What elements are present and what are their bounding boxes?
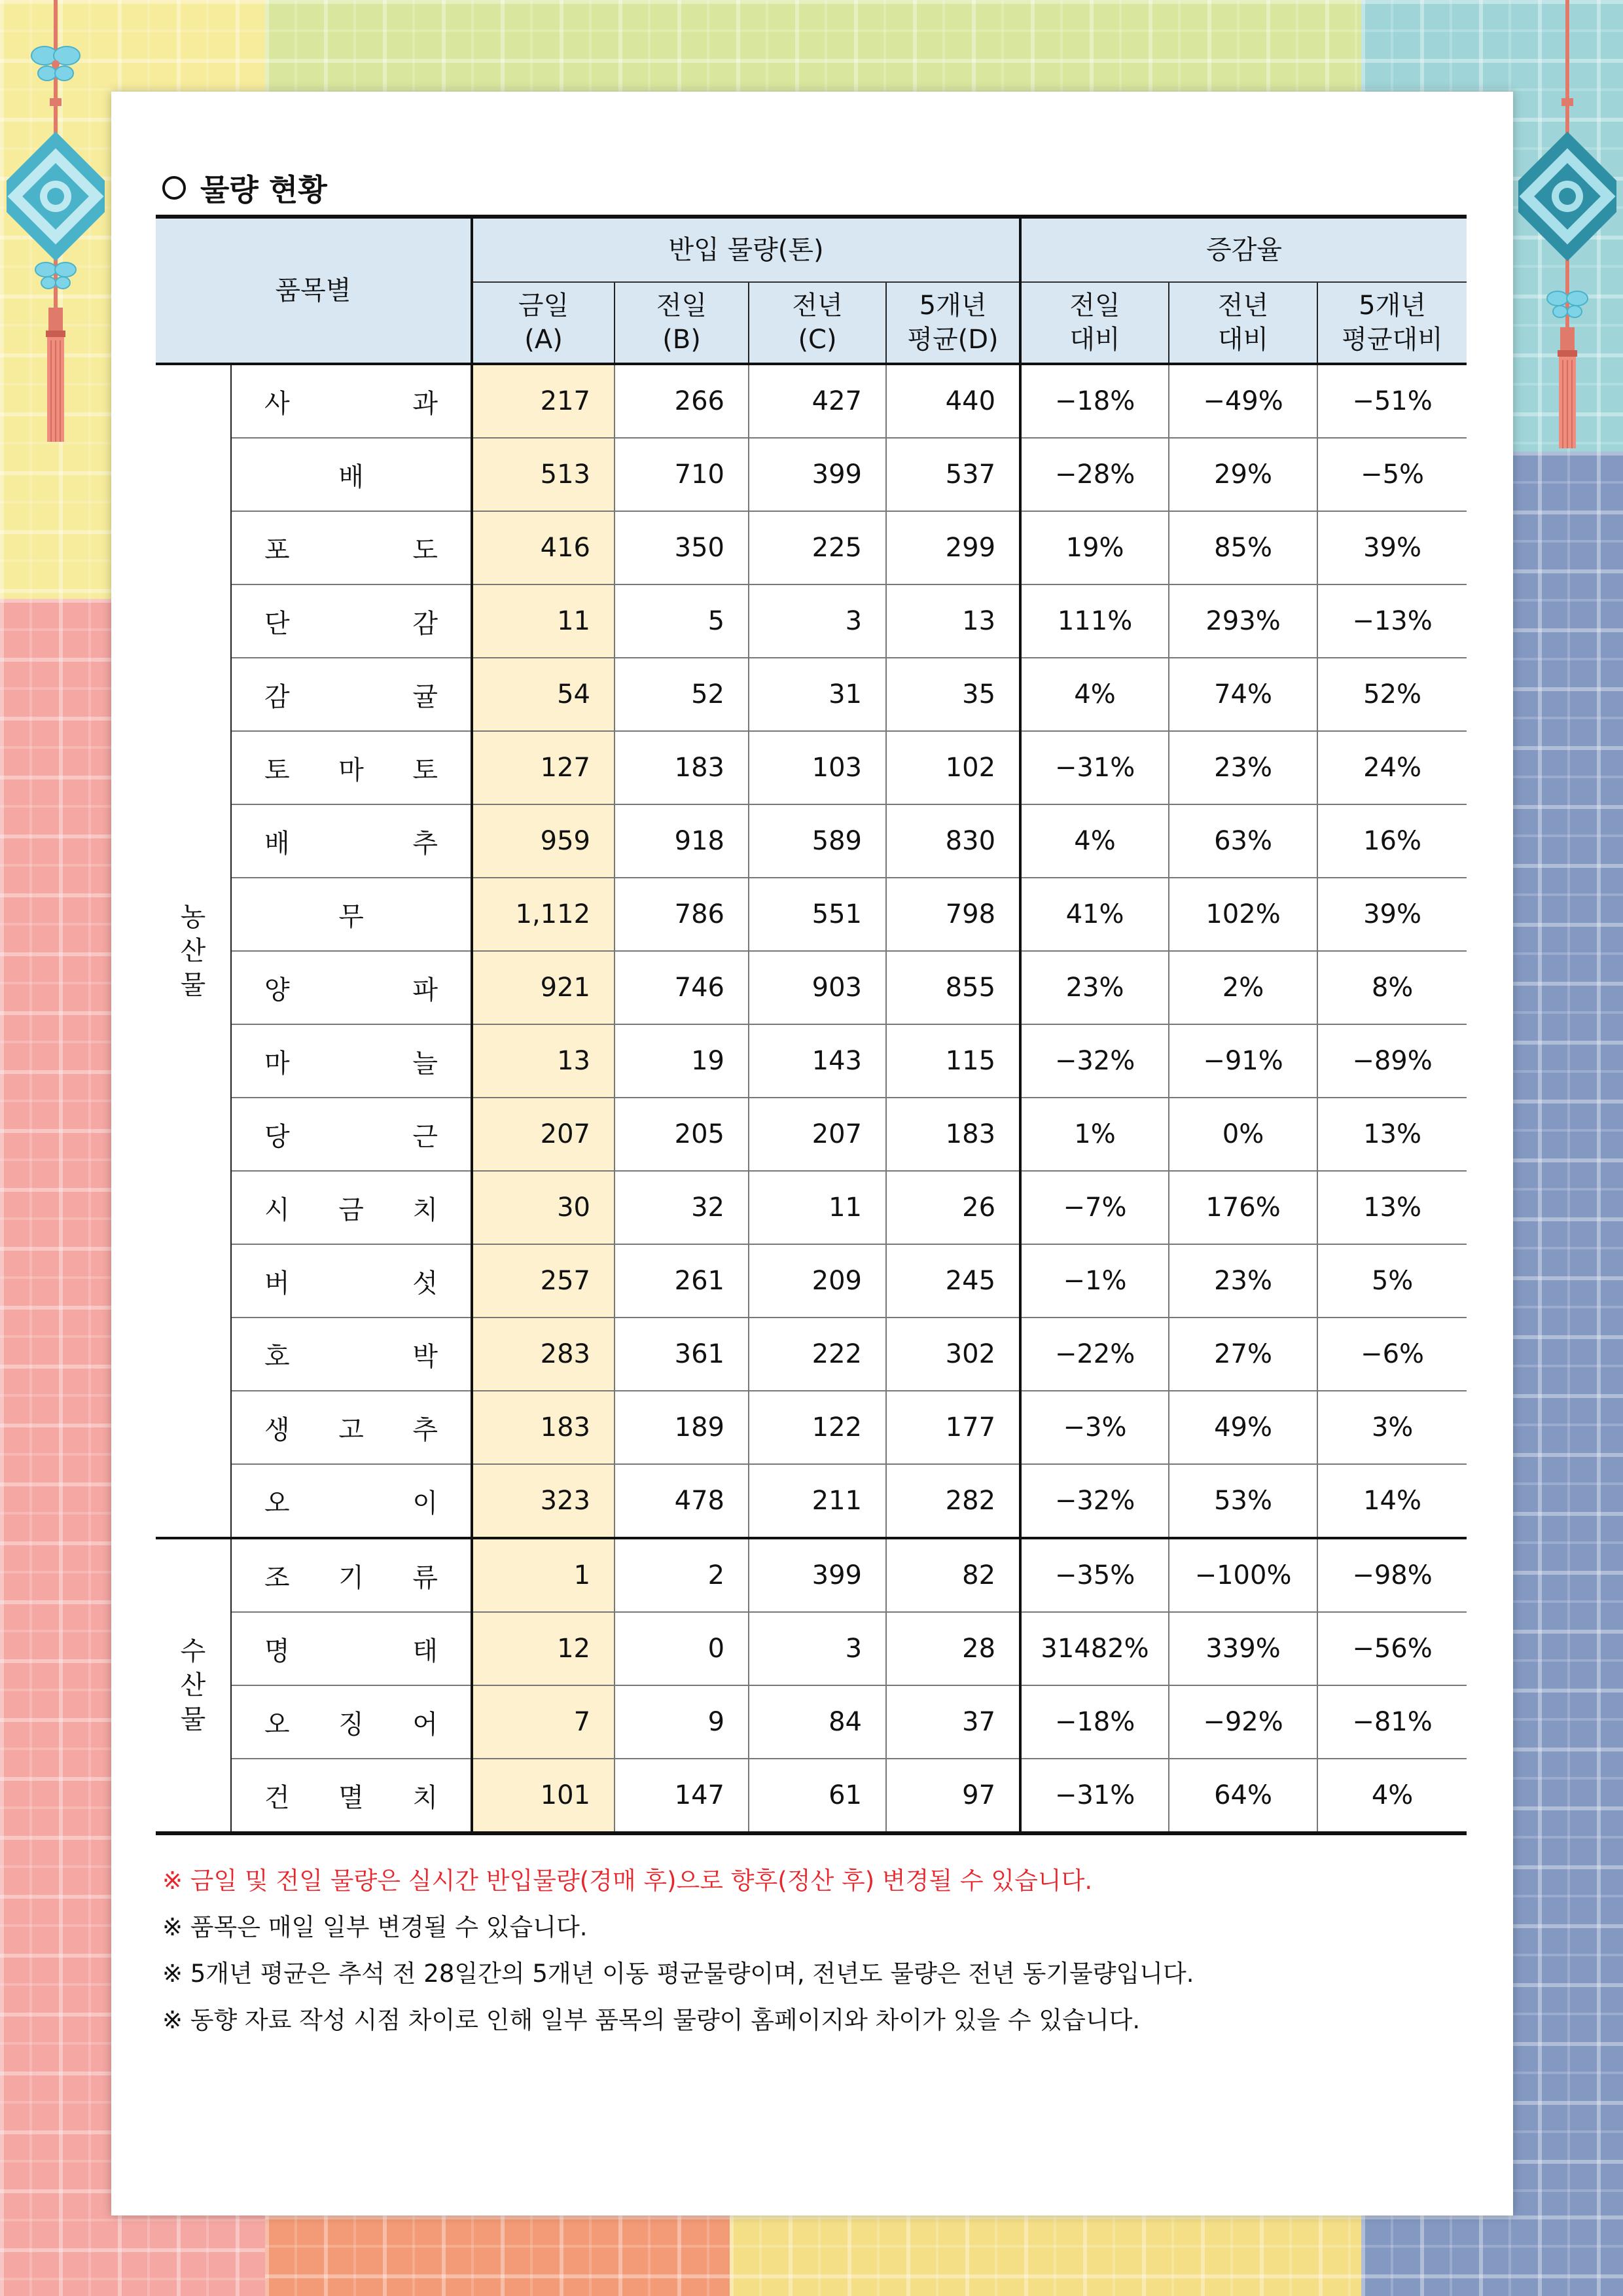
cell-vs-prev-day: −18% (1020, 1685, 1169, 1759)
item-name: 무 (231, 878, 472, 951)
cell-prev-day: 478 (615, 1464, 749, 1538)
cell-prev-year: 399 (749, 1538, 886, 1612)
cell-vs-prev-year: 74% (1169, 658, 1317, 731)
background-tile-orange (265, 2215, 730, 2296)
cell-prev-day: 361 (615, 1318, 749, 1391)
cell-5yr-avg: 282 (886, 1464, 1020, 1538)
table-row (156, 1538, 1467, 1612)
table-header (156, 217, 1467, 364)
cell-today: 7 (472, 1685, 615, 1759)
cell-vs-5yr-avg: −56% (1317, 1612, 1467, 1685)
cell-vs-prev-year: 27% (1169, 1318, 1317, 1391)
cell-prev-year: 903 (749, 951, 886, 1024)
cell-vs-5yr-avg: −6% (1317, 1318, 1467, 1391)
cell-vs-prev-day: −31% (1020, 1759, 1169, 1833)
table-row (156, 1318, 1467, 1391)
header-col-vs-prev-year: 전년 대비 (1169, 282, 1317, 364)
footnote: ※ 동향 자료 작성 시점 차이로 인해 일부 품목의 물량이 홈페이지와 차이가 있을 수 있습니다. (162, 2006, 1141, 2034)
cell-vs-5yr-avg: −13% (1317, 584, 1467, 658)
cell-5yr-avg: 115 (886, 1024, 1020, 1098)
cell-today: 12 (472, 1612, 615, 1685)
cell-5yr-avg: 855 (886, 951, 1020, 1024)
item-name: 마 늘 (231, 1024, 472, 1098)
cell-prev-year: 122 (749, 1391, 886, 1464)
cell-today: 13 (472, 1024, 615, 1098)
cell-vs-5yr-avg: −51% (1317, 364, 1467, 438)
cell-prev-year: 143 (749, 1024, 886, 1098)
cell-vs-5yr-avg: −81% (1317, 1685, 1467, 1759)
cell-today: 30 (472, 1171, 615, 1244)
cell-5yr-avg: 537 (886, 438, 1020, 511)
cell-prev-day: 183 (615, 731, 749, 804)
cell-5yr-avg: 183 (886, 1098, 1020, 1171)
cell-5yr-avg: 13 (886, 584, 1020, 658)
table-row (156, 1759, 1467, 1833)
cell-prev-year: 211 (749, 1464, 886, 1538)
section-heading (162, 165, 327, 211)
table-row (156, 511, 1467, 584)
item-name: 시 금 치 (231, 1171, 472, 1244)
item-name: 배 추 (231, 804, 472, 878)
cell-prev-year: 11 (749, 1171, 886, 1244)
group-label: 수 산 물 (156, 1538, 231, 1833)
cell-today: 1 (472, 1538, 615, 1612)
cell-vs-prev-day: −1% (1020, 1244, 1169, 1318)
cell-today: 1,112 (472, 878, 615, 951)
cell-vs-5yr-avg: 16% (1317, 804, 1467, 878)
cell-today: 959 (472, 804, 615, 878)
item-name: 조 기 류 (231, 1538, 472, 1612)
cell-5yr-avg: 798 (886, 878, 1020, 951)
footnote: ※ 금일 및 전일 물량은 실시간 반입물량(경매 후)으로 향후(정산 후) 변경될 수 있습니다. (162, 1867, 1093, 1895)
table-row (156, 1391, 1467, 1464)
item-name: 감 귤 (231, 658, 472, 731)
cell-vs-prev-year: 29% (1169, 438, 1317, 511)
cell-vs-prev-day: −32% (1020, 1024, 1169, 1098)
cell-5yr-avg: 245 (886, 1244, 1020, 1318)
cell-prev-day: 19 (615, 1024, 749, 1098)
cell-prev-day: 147 (615, 1759, 749, 1833)
cell-vs-prev-day: 41% (1020, 878, 1169, 951)
item-name: 생 고 추 (231, 1391, 472, 1464)
cell-prev-day: 205 (615, 1098, 749, 1171)
item-name: 명 태 (231, 1612, 472, 1685)
cell-vs-prev-day: −7% (1020, 1171, 1169, 1244)
cell-prev-year: 3 (749, 1612, 886, 1685)
cell-vs-prev-year: 176% (1169, 1171, 1317, 1244)
table-row (156, 364, 1467, 438)
cell-today: 101 (472, 1759, 615, 1833)
cell-today: 54 (472, 658, 615, 731)
item-name: 포 도 (231, 511, 472, 584)
item-name: 당 근 (231, 1098, 472, 1171)
cell-prev-year: 207 (749, 1098, 886, 1171)
cell-vs-prev-year: 64% (1169, 1759, 1317, 1833)
footnote: ※ 5개년 평균은 추석 전 28일간의 5개년 이동 평균물량이며, 전년도 물량은 전년 동기물량입니다. (162, 1960, 1194, 1988)
header-col-vs-5yr-avg: 5개년 평균대비 (1317, 282, 1467, 364)
cell-prev-day: 189 (615, 1391, 749, 1464)
cell-today: 921 (472, 951, 615, 1024)
cell-prev-year: 31 (749, 658, 886, 731)
cell-5yr-avg: 26 (886, 1171, 1020, 1244)
cell-5yr-avg: 830 (886, 804, 1020, 878)
cell-vs-prev-day: 23% (1020, 951, 1169, 1024)
cell-vs-5yr-avg: 39% (1317, 511, 1467, 584)
header-rate-group: 증감율 (1020, 217, 1467, 282)
cell-5yr-avg: 97 (886, 1759, 1020, 1833)
table-body (156, 364, 1467, 1833)
cell-vs-5yr-avg: 24% (1317, 731, 1467, 804)
header-col-today: 금일 (A) (472, 282, 615, 364)
cell-5yr-avg: 299 (886, 511, 1020, 584)
item-name: 양 파 (231, 951, 472, 1024)
table-row (156, 438, 1467, 511)
item-name: 사 과 (231, 364, 472, 438)
volume-table (156, 215, 1467, 1835)
cell-prev-year: 427 (749, 364, 886, 438)
item-name: 배 (231, 438, 472, 511)
cell-prev-day: 918 (615, 804, 749, 878)
cell-vs-prev-day: −18% (1020, 364, 1169, 438)
cell-prev-year: 103 (749, 731, 886, 804)
cell-5yr-avg: 35 (886, 658, 1020, 731)
cell-prev-day: 52 (615, 658, 749, 731)
cell-prev-year: 589 (749, 804, 886, 878)
cell-vs-5yr-avg: 13% (1317, 1098, 1467, 1171)
cell-prev-year: 209 (749, 1244, 886, 1318)
cell-vs-5yr-avg: −89% (1317, 1024, 1467, 1098)
item-name: 버 섯 (231, 1244, 472, 1318)
cell-vs-5yr-avg: 52% (1317, 658, 1467, 731)
cell-prev-day: 0 (615, 1612, 749, 1685)
cell-prev-year: 84 (749, 1685, 886, 1759)
cell-vs-prev-day: 31482% (1020, 1612, 1169, 1685)
group-label: 농 산 물 (156, 364, 231, 1538)
cell-vs-prev-year: −91% (1169, 1024, 1317, 1098)
cell-prev-year: 399 (749, 438, 886, 511)
cell-vs-prev-day: 1% (1020, 1098, 1169, 1171)
cell-vs-prev-day: 19% (1020, 511, 1169, 584)
cell-vs-prev-year: 53% (1169, 1464, 1317, 1538)
cell-prev-day: 786 (615, 878, 749, 951)
cell-vs-prev-year: 2% (1169, 951, 1317, 1024)
cell-vs-5yr-avg: 3% (1317, 1391, 1467, 1464)
cell-today: 257 (472, 1244, 615, 1318)
table-row (156, 951, 1467, 1024)
header-col-prev-year: 전년 (C) (749, 282, 886, 364)
cell-vs-prev-year: −92% (1169, 1685, 1317, 1759)
cell-vs-prev-year: 23% (1169, 1244, 1317, 1318)
header-volume-group: 반입 물량(톤) (472, 217, 1020, 282)
cell-vs-prev-year: 293% (1169, 584, 1317, 658)
cell-prev-day: 746 (615, 951, 749, 1024)
table-row (156, 1171, 1467, 1244)
cell-5yr-avg: 440 (886, 364, 1020, 438)
cell-prev-day: 261 (615, 1244, 749, 1318)
cell-vs-prev-day: −28% (1020, 438, 1169, 511)
cell-prev-year: 3 (749, 584, 886, 658)
table-row (156, 1024, 1467, 1098)
section-title: 물량 현황 (200, 172, 327, 207)
cell-prev-year: 551 (749, 878, 886, 951)
cell-today: 11 (472, 584, 615, 658)
cell-today: 183 (472, 1391, 615, 1464)
table-row (156, 804, 1467, 878)
item-name: 단 감 (231, 584, 472, 658)
cell-vs-prev-year: 63% (1169, 804, 1317, 878)
cell-vs-prev-day: 4% (1020, 804, 1169, 878)
cell-vs-prev-year: 49% (1169, 1391, 1317, 1464)
table-row (156, 584, 1467, 658)
cell-vs-5yr-avg: 14% (1317, 1464, 1467, 1538)
header-col-prev-day: 전일 (B) (615, 282, 749, 364)
cell-vs-prev-day: 4% (1020, 658, 1169, 731)
cell-vs-prev-year: 102% (1169, 878, 1317, 951)
cell-vs-prev-day: −32% (1020, 1464, 1169, 1538)
cell-prev-day: 710 (615, 438, 749, 511)
cell-5yr-avg: 37 (886, 1685, 1020, 1759)
background-tile-yellow-bottom (730, 2215, 1361, 2296)
cell-vs-5yr-avg: −98% (1317, 1538, 1467, 1612)
table-row (156, 1685, 1467, 1759)
cell-5yr-avg: 82 (886, 1538, 1020, 1612)
cell-today: 513 (472, 438, 615, 511)
cell-prev-year: 225 (749, 511, 886, 584)
item-name: 토 마 토 (231, 731, 472, 804)
norigae-ornament-right-icon (1518, 0, 1616, 452)
table-row (156, 1464, 1467, 1538)
table-row (156, 1612, 1467, 1685)
cell-vs-5yr-avg: 39% (1317, 878, 1467, 951)
cell-vs-5yr-avg: 8% (1317, 951, 1467, 1024)
cell-5yr-avg: 28 (886, 1612, 1020, 1685)
cell-vs-5yr-avg: 5% (1317, 1244, 1467, 1318)
cell-prev-day: 350 (615, 511, 749, 584)
cell-today: 283 (472, 1318, 615, 1391)
cell-vs-5yr-avg: 4% (1317, 1759, 1467, 1833)
item-name: 호 박 (231, 1318, 472, 1391)
cell-vs-prev-year: 0% (1169, 1098, 1317, 1171)
cell-prev-year: 61 (749, 1759, 886, 1833)
table-row (156, 1244, 1467, 1318)
cell-prev-day: 2 (615, 1538, 749, 1612)
cell-prev-day: 9 (615, 1685, 749, 1759)
cell-5yr-avg: 177 (886, 1391, 1020, 1464)
cell-vs-prev-day: −35% (1020, 1538, 1169, 1612)
table-row (156, 731, 1467, 804)
cell-prev-year: 222 (749, 1318, 886, 1391)
cell-today: 416 (472, 511, 615, 584)
cell-vs-prev-year: 339% (1169, 1612, 1317, 1685)
header-col-vs-prev-day: 전일 대비 (1020, 282, 1169, 364)
footnote: ※ 품목은 매일 일부 변경될 수 있습니다. (162, 1913, 588, 1941)
cell-today: 217 (472, 364, 615, 438)
cell-prev-day: 266 (615, 364, 749, 438)
item-name: 오 징 어 (231, 1685, 472, 1759)
cell-vs-prev-day: 111% (1020, 584, 1169, 658)
cell-vs-prev-year: −100% (1169, 1538, 1317, 1612)
cell-vs-prev-year: 23% (1169, 731, 1317, 804)
cell-today: 207 (472, 1098, 615, 1171)
cell-5yr-avg: 102 (886, 731, 1020, 804)
cell-vs-prev-year: −49% (1169, 364, 1317, 438)
cell-vs-5yr-avg: 13% (1317, 1171, 1467, 1244)
cell-5yr-avg: 302 (886, 1318, 1020, 1391)
cell-vs-prev-day: −3% (1020, 1391, 1169, 1464)
norigae-ornament-left-icon (7, 0, 105, 452)
table-row (156, 1098, 1467, 1171)
header-col-5yr-avg: 5개년 평균(D) (886, 282, 1020, 364)
circle-bullet-icon (162, 176, 186, 200)
item-name: 건 멸 치 (231, 1759, 472, 1833)
footnotes (162, 1857, 1194, 2043)
table-row (156, 878, 1467, 951)
item-name: 오 이 (231, 1464, 472, 1538)
cell-vs-prev-year: 85% (1169, 511, 1317, 584)
cell-today: 127 (472, 731, 615, 804)
background-tile-green (265, 0, 1361, 92)
cell-prev-day: 5 (615, 584, 749, 658)
table-row (156, 658, 1467, 731)
background-tile-blue-bottom (1361, 2215, 1623, 2296)
cell-vs-5yr-avg: −5% (1317, 438, 1467, 511)
cell-prev-day: 32 (615, 1171, 749, 1244)
cell-vs-prev-day: −31% (1020, 731, 1169, 804)
header-item: 품목별 (156, 217, 472, 364)
cell-today: 323 (472, 1464, 615, 1538)
cell-vs-prev-day: −22% (1020, 1318, 1169, 1391)
